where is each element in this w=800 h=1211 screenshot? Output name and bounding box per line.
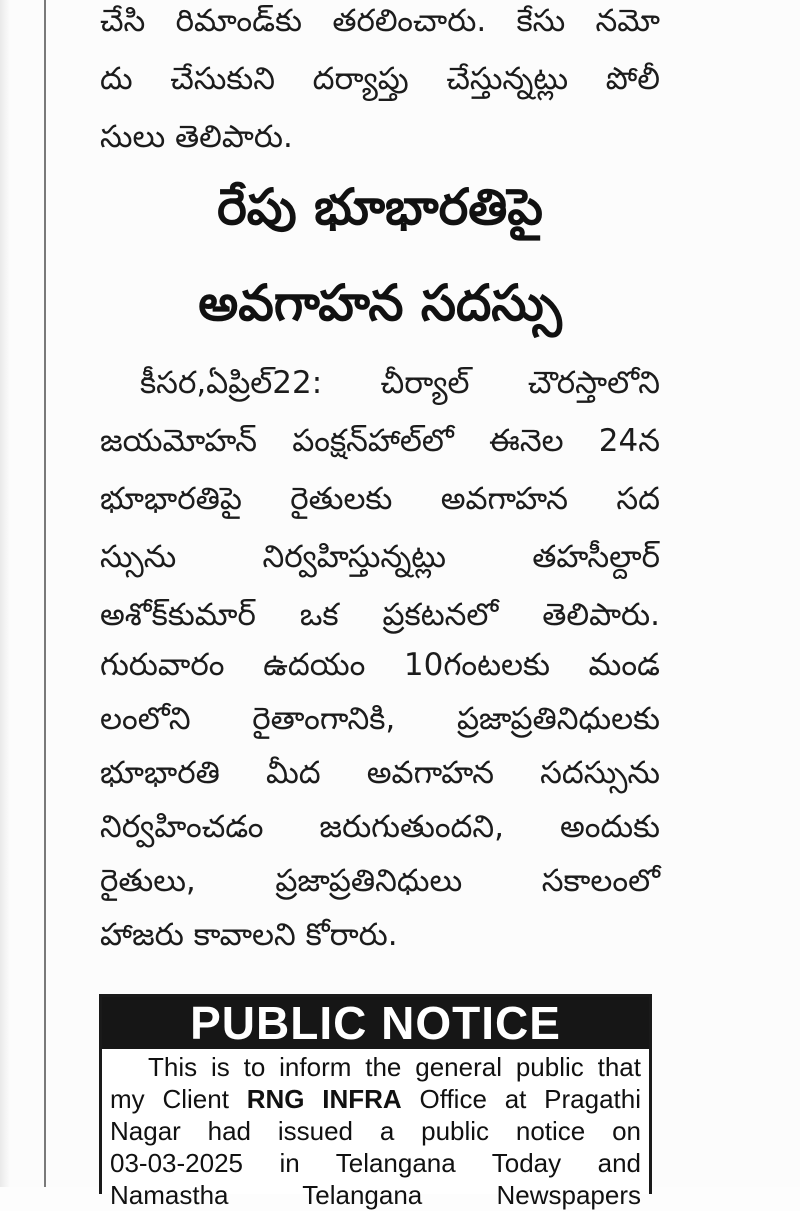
prev-article-line-3: సులు తెలిపారు. [100,119,293,155]
article-line: స్సును నిర్వహిస్తున్నట్లు తహసీల్దార్ [100,539,660,575]
client-name: RNG INFRA [246,1084,402,1114]
prev-article-line-1: చేసి రిమాండ్‌కు తరలించారు. కేసు నమో [100,3,660,39]
article-line: జయమోహన్ పంక్షన్‌హాల్‌లో ఈనెల 24న [100,423,660,459]
prev-article-line-2: దు చేసుకుని దర్యాప్తు చేస్తున్నట్లు పోలీ [100,61,660,97]
article-headline-line-1: రేపు భూభారతిపై [217,178,543,236]
article-line: భూభారతిపై రైతులకు అవగాహన సద [100,481,660,517]
column-divider [44,0,46,1187]
public-notice-box [99,994,652,1210]
public-notice-text: my Client [110,1084,247,1114]
article-line: రైతులు, ప్రజాప్రతినిధులు సకాలంలో [100,863,660,899]
public-notice-line-4: 03-03-2025 in Telangana Today and [110,1148,641,1178]
article-line: భూభారతి మీద అవగాహన సదస్సును [100,755,660,791]
page-edge-shadow [0,0,10,1187]
article-line: నిర్వహించడం జరుగుతుందని, అందుకు [100,809,660,845]
public-notice-line-1: This is to inform the general public that [148,1052,641,1082]
public-notice-line-5: Namastha Telangana Newspapers [110,1180,641,1210]
article-line: గురువారం ఉదయం 10గంటలకు మండ [100,647,660,683]
article-line: అశోక్‌కుమార్ ఒక ప్రకటనలో తెలిపారు. [100,597,660,633]
public-notice-text: Office at Pragathi [401,1084,642,1114]
public-notice-line-3: Nagar had issued a public notice on [110,1116,641,1146]
article-line: లంలోని రైతాంగానికి, ప్రజాప్రతినిధులకు [100,701,660,737]
article-headline-line-2: అవగాహన సదస్సు [198,274,562,332]
article-dateline: కీసర,ఏప్రిల్22: చీర్యాల్ చౌరస్తాలోని [140,365,660,401]
article-last-line: హాజరు కావాలని కోరారు. [100,917,398,953]
public-notice-line-2 [102,1083,649,1115]
public-notice-title: PUBLIC NOTICE [102,997,649,1049]
